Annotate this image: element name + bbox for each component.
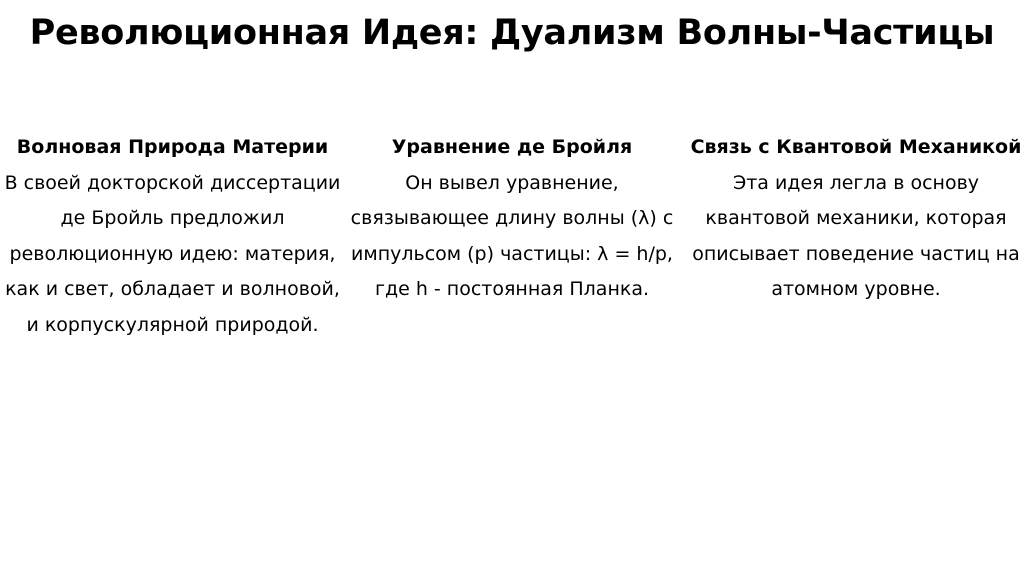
- column-de-broglie-equation: [340, 130, 684, 308]
- column-text: Он вывел уравнение, связывающее длину волны (λ) с импульсом (p) частицы: λ = h/p, где h - постоянная Планка.: [350, 171, 674, 300]
- column-text: В своей докторской диссертации де Бройль предложил революционную идею: материя, как и свет, обладает и волновой, и корпускулярной природой.: [4, 171, 341, 336]
- column-quantum-mechanics: [688, 130, 1024, 308]
- column-heading: Связь с Квантовой Механикой: [690, 136, 1022, 158]
- slide-title: Революционная Идея: Дуализм Волны-Частицы: [29, 13, 995, 53]
- column-heading: Волновая Природа Материи: [16, 136, 329, 158]
- column-text: Эта идея легла в основу квантовой механики, которая описывает поведение частиц на атомном уровне.: [692, 171, 1020, 300]
- column-heading: Уравнение де Бройля: [391, 136, 633, 158]
- column-wave-nature: [0, 130, 345, 343]
